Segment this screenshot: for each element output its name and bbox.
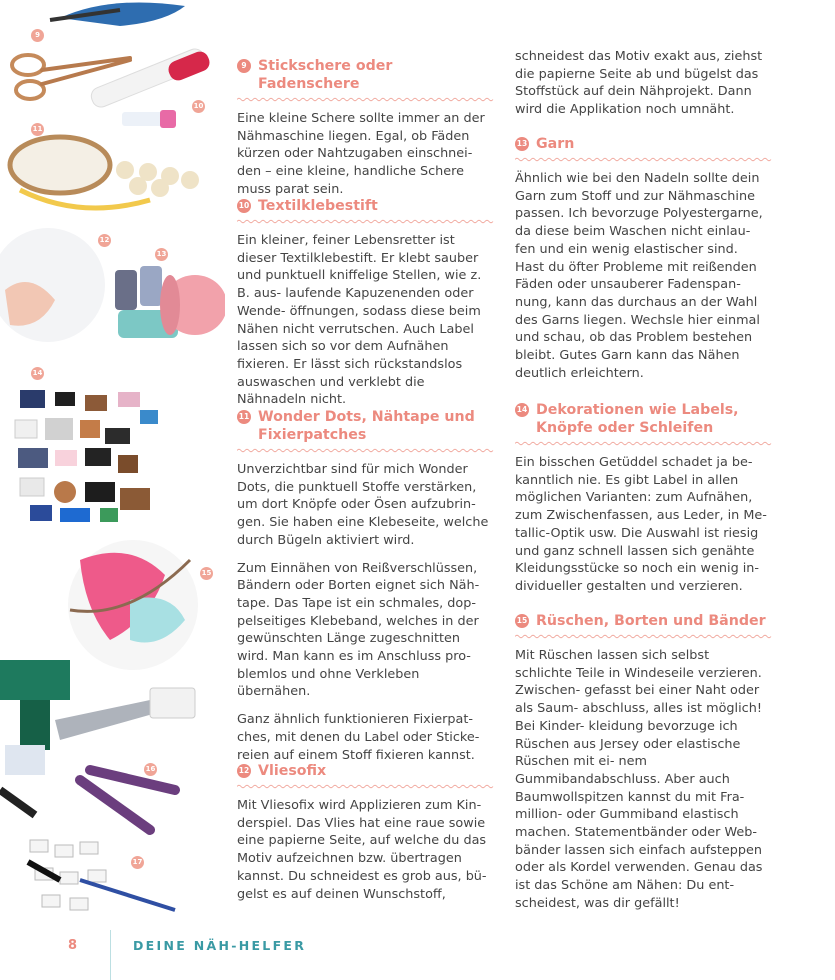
- section-body: Mit Rüschen lassen sich selbst schlichte Teile in Windeseile verzieren. Zwischen- gefasst bei einer Naht oder als Saum- abschluss, alles ist möglich! Bei Kinder- kleidung bevorzuge ich Rüschen aus Jersey oder elastische Rüschen mit ei- nem Gummibandabschluss. Aber auch Baumwollspitzen kannst du mit Fra- million- oder Gummiband elastisch machen. Statementbänder oder Web- bänder lassen sich einfach aufsteppen oder als Kordel verwenden. Genau das ist das Schöne am Nähen: Du ent- scheidest, was dir gefällt!: [515, 648, 763, 911]
- wavy-divider: [515, 441, 773, 446]
- section-9: [237, 57, 495, 209]
- section-heading: [237, 57, 495, 93]
- section-number-badge: 12: [237, 764, 251, 778]
- section-heading: [237, 197, 495, 215]
- photo-number-13: 13: [155, 248, 168, 261]
- section-body: Ähnlich wie bei den Nadeln sollte dein Garn zum Stoff und zur Nähmaschine passen. Ich bevorzuge Polyestergarne, da diese beim Waschen nicht einlau- fen und ein wenig elastischer sind. Hast du öfter Probleme mit reißenden Fäden oder unsauberer Fadenspan- nung, kann das durchaus an der Wahl des Garns liegen. Wechsle hier einmal und schau, ob das Problem bestehen bleibt. Gutes Garn kann das Nähen deutlich erleichtern.: [515, 171, 763, 381]
- section-heading: [237, 408, 495, 444]
- wavy-divider: [237, 219, 495, 224]
- section-number-badge: 10: [237, 199, 251, 213]
- photo-glue-stick: [89, 46, 213, 128]
- wavy-divider: [515, 157, 773, 162]
- photo-name-labels: [28, 840, 175, 910]
- section-body: Ganz ähnlich funktionieren Fixierpat- ches, mit denen du Label oder Sticke- reien auf einem Stoff fixieren kannst.: [237, 712, 480, 763]
- section-12-continued: [515, 48, 770, 129]
- section-title: Vliesofix: [258, 763, 327, 779]
- section-13: [515, 135, 770, 392]
- section-heading: [515, 612, 770, 630]
- section-title: Garn: [536, 136, 575, 152]
- section-body: Ein bisschen Getüddel schadet ja be- kanntlich nie. Es gibt Label in allen möglichen Varianten: zum Aufnähen, zum Zwischenfassen, aus Leder, in Me- tallic-Optik usw. Die Auswahl ist riesig und ganz schnell lassen sich genähte Kleidungsstücke so noch ein wenig in- dividueller gestalten und verzieren.: [515, 455, 767, 594]
- section-number-badge: 13: [515, 137, 529, 151]
- footer-divider: [110, 930, 111, 980]
- photo-number-10: 10: [192, 100, 205, 113]
- section-title-line-1: Wonder Dots, Nähtape und: [258, 409, 475, 425]
- section-heading: [237, 762, 495, 780]
- page-number: 8: [68, 938, 78, 953]
- photo-number-12: 12: [98, 234, 111, 247]
- section-body: Ein kleiner, feiner Lebensretter ist dieser Textilklebestift. Er klebt sauber und punktuell kniffelige Stellen, wie z. B. aus- laufende Kapuzenenden oder Wende- öffnungen, sodass diese beim Nähen nicht verrutschen. Auch Label lassen sich so vor dem Aufnähen fixieren. Er lässt sich rückstandslos auswaschen und verklebt die Nähnadeln nicht.: [237, 233, 482, 408]
- section-body: schneidest das Motiv exakt aus, ziehst die papierne Seite ab und bügelst das Stoffstück auf dein Nähprojekt. Dann wird die Applikation noch umnäht.: [515, 49, 763, 118]
- section-body: Eine kleine Schere sollte immer an der Nähmaschine liegen. Egal, ob Fäden kürzen oder Nahtzugaben einschnei- den – eine kleine, handliche Schere muss parat sein.: [237, 111, 485, 197]
- photo-snap-pliers: [0, 660, 195, 830]
- section-number-badge: 9: [237, 59, 251, 73]
- section-title-line-1: Dekorationen wie Labels,: [536, 402, 739, 418]
- photo-wonder-dots: [10, 137, 199, 208]
- photo-column: [0, 0, 225, 940]
- product-photos: [0, 0, 225, 940]
- photo-ruffles: [68, 540, 198, 670]
- section-title: Stickschere oder Fadenschere: [258, 58, 393, 92]
- wavy-divider: [237, 97, 495, 102]
- photo-number-15: 15: [200, 567, 213, 580]
- photo-vliesofix: [0, 228, 105, 342]
- section-number-badge: 15: [515, 614, 529, 628]
- section-15: [515, 612, 770, 923]
- photo-thread-spools: [115, 266, 225, 338]
- photo-seam-ripper: [50, 2, 185, 26]
- section-14: [515, 401, 770, 606]
- running-title: DEINE NÄH-HELFER: [133, 938, 307, 953]
- photo-number-11: 11: [31, 123, 44, 136]
- photo-number-14: 14: [31, 367, 44, 380]
- photo-number-16: 16: [144, 763, 157, 776]
- section-number-badge: 11: [237, 410, 251, 424]
- section-title-line-2: Knöpfe oder Schleifen: [536, 420, 714, 436]
- photo-number-17: 17: [131, 856, 144, 869]
- section-body: Mit Vliesofix wird Applizieren zum Kin- derspiel. Das Vlies hat eine raue sowie eine papierne Seite, auf welche du das Motiv aufzeichnen bzw. übertragen kannst. Du schneidest es grob aus, bü- gelst es auf deinen Wunschstoff,: [237, 798, 487, 902]
- section-body: Unverzichtbar sind für mich Wonder Dots, die punktuell Stoffe verstärken, um dort Knöpfe oder Ösen aufzubrin- gen. Sie haben eine Klebeseite, welche durch Bügeln aktiviert wird.: [237, 462, 489, 548]
- section-heading: [515, 135, 770, 153]
- section-body: Zum Einnähen von Reißverschlüssen, Bändern oder Borten eignet sich Näh- tape. Das Tape ist ein schmales, dop- pelseitiges Klebeband, welches in der gewünschten Länge zugeschnitten wird. Man kann es im Anschluss pro- blemlos und ohne Verkleben übernähen.: [237, 560, 480, 700]
- photo-number-9: 9: [31, 29, 44, 42]
- photo-labels: [10, 385, 160, 525]
- section-title: Rüschen, Borten und Bänder: [536, 613, 766, 629]
- section-title-line-2: Fixierpatches: [258, 427, 367, 443]
- section-heading: [515, 401, 770, 437]
- section-11: [237, 408, 495, 774]
- section-number-badge: 14: [515, 403, 529, 417]
- wavy-divider: [515, 634, 773, 639]
- wavy-divider: [237, 448, 495, 453]
- section-10: [237, 197, 495, 419]
- wavy-divider: [237, 784, 495, 789]
- section-12: [237, 762, 495, 913]
- section-title: Textilklebestift: [258, 198, 378, 214]
